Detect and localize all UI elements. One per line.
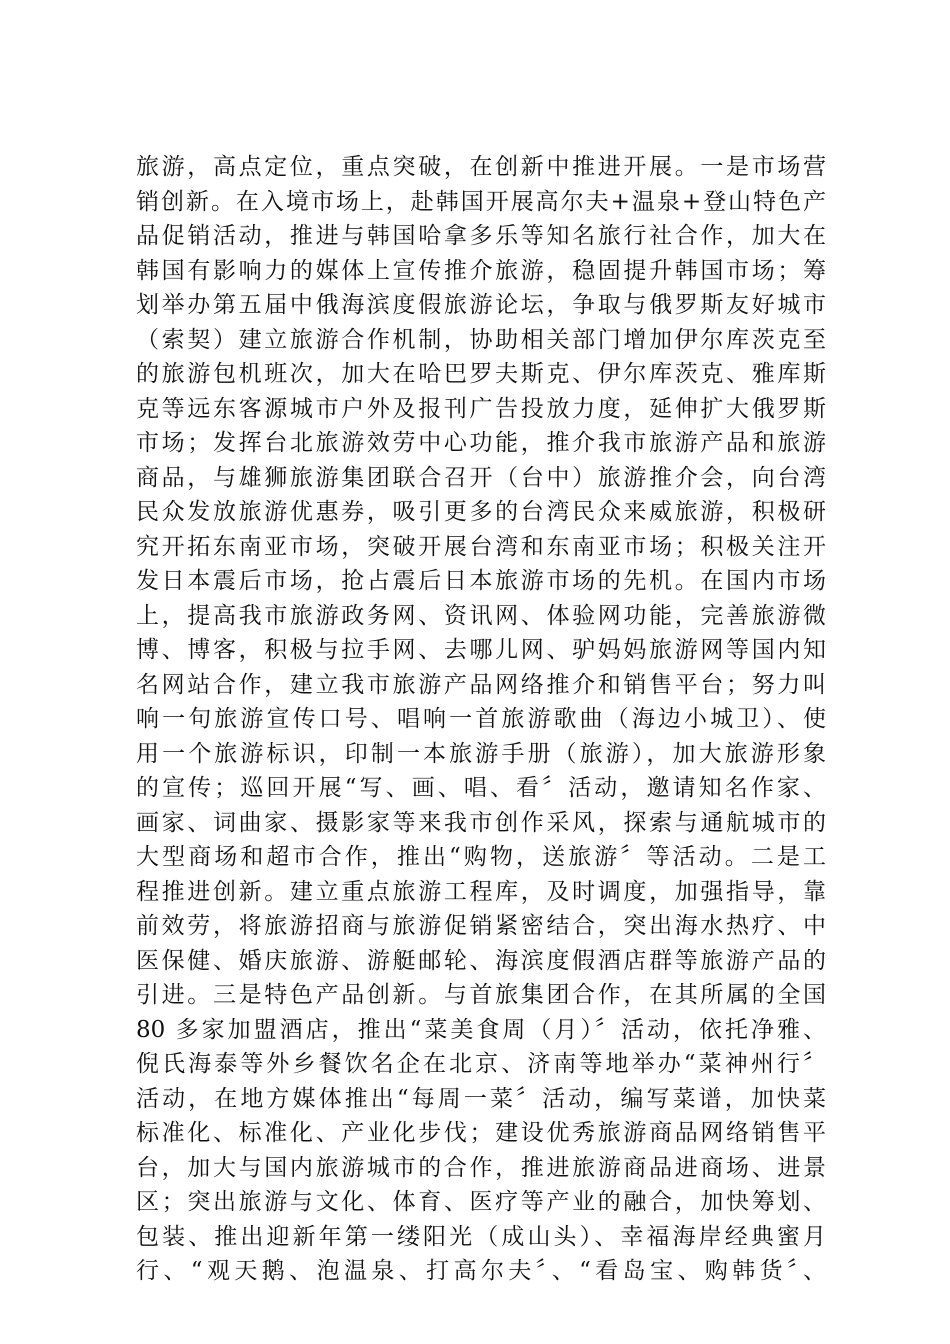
text-line: 划举办第五届中俄海滨度假旅游论坛，争取与俄罗斯友好城市 [136, 292, 826, 318]
text-line: 发日本震后市场，抢占震后日本旅游市场的先机。在国内市场 [136, 568, 826, 594]
text-line: 活动，在地方媒体推出“每周一菜〞活动，编写菜谱，加快菜 [136, 1085, 826, 1112]
text-line: 的宣传；巡回开展“写、画、唱、看〞活动，邀请知名作家、 [136, 775, 826, 801]
text-line: 销创新。在入境市场上，赴韩国开展高尔夫+温泉+登山特色产 [136, 188, 826, 215]
text-line: 民众发放旅游优惠券，吸引更多的台湾民众来威旅游，积极研 [136, 499, 826, 525]
text-line: 的旅游包机班次，加大在哈巴罗夫斯克、伊尔库茨克、雅库斯 [136, 361, 826, 387]
text-line: 医保健、婚庆旅游、游艇邮轮、海滨度假酒店群等旅游产品的 [136, 947, 826, 974]
text-line: 行、“观天鹅、泡温泉、打高尔夫〞、“看岛宝、购韩货〞、 [136, 1258, 826, 1284]
text-line: 韩国有影响力的媒体上宣传推介旅游，稳固提升韩国市场；筹 [136, 257, 826, 284]
text-line: 引进。三是特色产品创新。与首旅集团合作，在其所属的全国 [136, 982, 826, 1008]
text-line: 倪氏海泰等外乡餐饮名企在北京、济南等地举办“菜神州行〞 [136, 1051, 826, 1077]
text-line: 商品，与雄狮旅游集团联合召开（台中）旅游推介会，向台湾 [136, 464, 826, 491]
text-line: 80 多家加盟酒店，推出“菜美食周（月）〞活动，依托净雅、 [136, 1016, 826, 1043]
text-line: 台，加大与国内旅游城市的合作，推进旅游商品进商场、进景 [136, 1154, 826, 1181]
text-line: 用一个旅游标识，印制一本旅游手册（旅游），加大旅游形象 [136, 740, 826, 767]
text-line: 旅游，高点定位，重点突破，在创新中推进开展。一是市场营 [136, 154, 826, 180]
text-line: 区；突出旅游与文化、体育、医疗等产业的融合，加快筹划、 [136, 1189, 826, 1215]
text-line: （索契）建立旅游合作机制，协助相关部门增加伊尔库茨克至 [136, 326, 826, 353]
text-line: 名网站合作，建立我市旅游产品网络推介和销售平台；努力叫 [136, 671, 826, 698]
text-line: 品促销活动，推进与韩国哈拿多乐等知名旅行社合作，加大在 [136, 223, 826, 249]
text-line: 前效劳，将旅游招商与旅游促销紧密结合，突出海水热疗、中 [136, 913, 826, 939]
text-line: 画家、词曲家、摄影家等来我市创作采风，探索与通航城市的 [136, 809, 826, 836]
text-line: 程推进创新。建立重点旅游工程库，及时调度，加强指导，靠 [136, 878, 826, 905]
text-line: 市场；发挥台北旅游效劳中心功能，推介我市旅游产品和旅游 [136, 430, 826, 456]
text-line: 包装、推出迎新年第一缕阳光（成山头）、幸福海岸经典蜜月 [136, 1223, 826, 1250]
text-line: 响一句旅游宣传口号、唱响一首旅游歌曲（海边小城卫）、使 [136, 706, 826, 732]
text-line: 上，提高我市旅游政务网、资讯网、体验网功能，完善旅游微 [136, 602, 826, 629]
text-line: 究开拓东南亚市场，突破开展台湾和东南亚市场；积极关注开 [136, 533, 826, 560]
text-line: 标准化、标准化、产业化步伐；建设优秀旅游商品网络销售平 [136, 1120, 826, 1146]
text-line: 博、博客，积极与拉手网、去哪儿网、驴妈妈旅游网等国内知 [136, 637, 826, 663]
text-line: 克等远东客源城市户外及报刊广告投放力度，延伸扩大俄罗斯 [136, 395, 826, 422]
text-line: 大型商场和超市合作，推出“购物，送旅游〞等活动。二是工 [136, 844, 826, 870]
body-paragraph [136, 150, 826, 1289]
